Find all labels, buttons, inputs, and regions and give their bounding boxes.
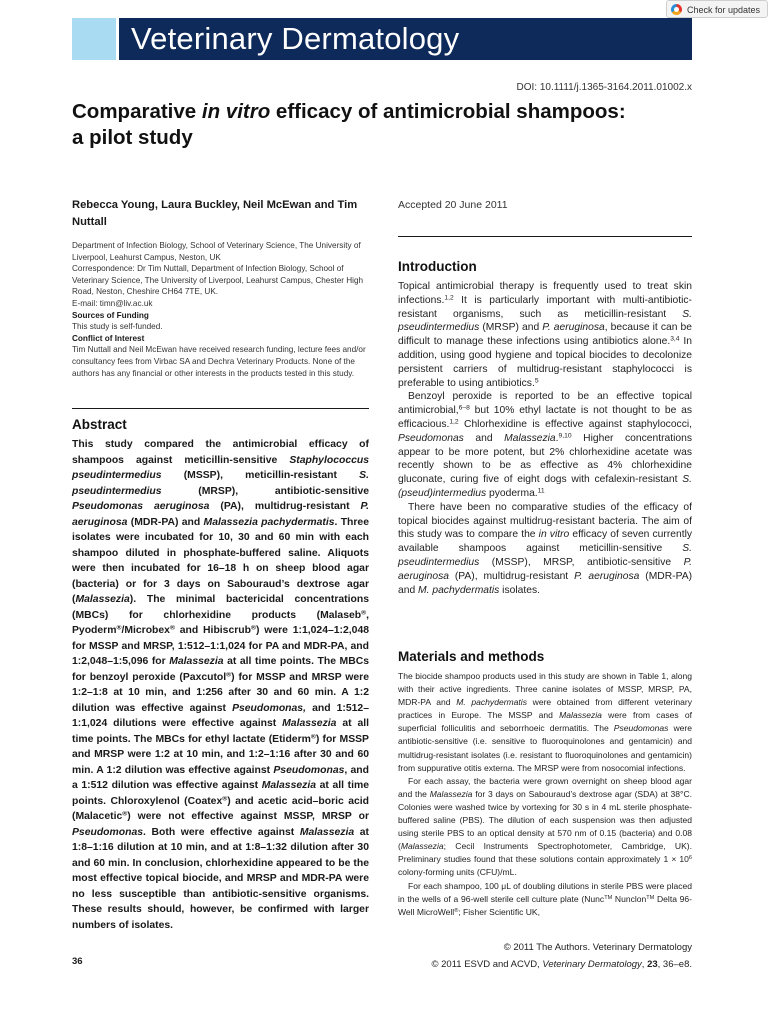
introduction-paragraph: Topical antimicrobial therapy is frequently used to treat skin infections.$^{1,2}$ It is particularly important with multi-antibiotic-resistant organisms, such as meticillin-resistant S. pseudintermedius (MRSP) and P. aeruginosa, because it can be difficult to manage these infections using antibiotics alone.$^{3,4}$ In addition, using good hygiene and topical biocides to decolonize persistent carriers of multidrug-resistant staphylococci is preferable to using antibiotics.$^5$ [398, 281, 692, 389]
methods-paragraph: For each assay, the bacteria were grown overnight on sheep blood agar and the Malassezia for 3 days on Sabouraud’s dextrose agar (SDA) at 38°C. Colonies were washed twice by vortexing for 30 s in 4 mL sterile phosphate-buffered saline (PBS). The dilution of each suspension was then adjusted using sterile PBS to an optical density at 570 nm of 0.15 (bacteria) and 0.08 (Malassezia; Cecil Instruments Spectrophotometer, Cambridge, UK). Preliminary studies found that these solutions contain approximately $1 \times 10^6$ colony-forming units (CFU)/mL. [398, 775, 692, 878]
doi[interactable]: DOI: 10.1111/j.1365-3164.2011.01002.x [516, 82, 692, 93]
conflict-heading: Conflict of Interest [72, 333, 145, 343]
abstract-paragraph: This study compared the antimicrobial efficacy of shampoos against meticillin-sensitive Staphylococcus pseudintermedius (MSSP), meticillin-resistant S. pseudintermedius (MRSP), antibiotic-sensitive Pseudomonas aeruginosa (PA), multidrug-resistant P. aeruginosa (MDR-PA) and Malassezia pachydermatis. Three isolates were incubated for 10, 30 and 60 min with each shampoo diluted in phosphate-buffered saline. Aliquots were then incubated for 16–18 h on sheep blood agar (bacteria) or for 3 days on Sabouraud’s dextrose agar (Malassezia). The minimal bactericidal concentrations (MBCs) for chlorhexidine products (Malaseb®, Pyoderm®/Microbex® and Hibiscrub®) were 1:1,024–1:2,048 for MSSP and MRSP, 1:512–1:1,024 for PA and MDR-PA, and 1:2,048–1:5,096 for Malassezia at all time points. The MBCs for benzoyl peroxide (Paxcutol®) for MSSP and MRSP were 1:2–1:8 at 10 min, and 1:256 after 30 and 60 min. A 1:2 dilution was effective against Pseudomonas, and 1:512–1:1,024 dilutions were effective against Malassezia at all time points. The MBCs for ethyl lactate (Etiderm®) for MSSP and MRSP were 1:2 at 10 min, and 1:2–1:16 after 30 and 60 min. A 1:2 dilution was effective against Pseudomonas, and a 1:512 dilution was effective against Malassezia at all time points. Chloroxylenol (Coatex®) and acetic acid–boric acid (Malacetic®) were not effective against MSSP, MRSP or Pseudomonas. Both were effective against Malassezia at 1:8–1:16 dilution at 10 min, and at 1:8–1:32 dilution after 30 and 60 min. In conclusion, chlorhexidine appeared to be the most effective topical biocide, and MRSP and MDR-PA were no less susceptible than antibiotic-sensitive organisms. These results should, however, be confirmed with larger numbers of isolates. [72, 439, 370, 931]
copyright-line-2: © 2011 ESVD and ACVD, Veterinary Dermatology, 23, 36–e8. [431, 959, 692, 970]
journal-title: Veterinary Dermatology [131, 21, 460, 56]
funding-heading: Sources of Funding [72, 310, 149, 320]
accepted-date: Accepted 20 June 2011 [398, 199, 508, 211]
department: Department of Infection Biology, School of Veterinary Science, The University of Liverpool, Leahurst Campus, Neston, UK [72, 241, 361, 262]
methods-body [398, 670, 692, 919]
abstract-body [72, 437, 369, 933]
methods-paragraph: For each shampoo, 100 μL of doubling dilutions in sterile PBS were placed in the wells of a 96-well sterile cell culture plate (Nunc™ Nunclon™ Delta 96-Well MicroWell®; Fisher Scientific UK, [398, 880, 693, 917]
methods-heading: Materials and methods [398, 649, 545, 664]
crossmark-icon [671, 4, 682, 15]
funding-text: This study is self-funded. [72, 322, 163, 332]
introduction-heading: Introduction [398, 259, 477, 274]
conflict-text: Tim Nuttall and Neil McEwan have received research funding, lecture fees and/or consultancy fees from Virbac SA and Dechra Veterinary Products. None of the authors has any financial or other interests in the products tested in this study. [72, 345, 366, 378]
check-for-updates-label: Check for updates [687, 5, 761, 15]
introduction-paragraph: Benzoyl peroxide is reported to be an effective topical antimicrobial,$^{6-8}$ but 10% ethyl lactate is not thought to be as efficacious.$^{1,2}$ Chlorhexidine is effective against staphylococci, Pseudomonas and Malassezia.$^{9,10}$ Higher concentrations appear to be more potent, but 2% chlorhexidine acetate was recently shown to be as effective as 4% chlorhexidine gluconate, curing five of eight dogs with cefalexin-resistant S. (pseud)intermedius pyoderma.$^{11}$ [398, 391, 693, 499]
affiliation-divider [72, 408, 369, 409]
journal-color-block [72, 18, 116, 60]
correspondence: Correspondence: Dr Tim Nuttall, Department of Infection Biology, School of Veterinary Science, The University of Liverpool, Leahurst Campus, Chester High Road, Neston, Cheshire CH64 7TE, UK. [72, 264, 364, 297]
article-title: Comparative in vitro efficacy of antimicrobial shampoos: a pilot study [72, 100, 626, 149]
introduction-paragraph: There have been no comparative studies of the efficacy of topical biocides against multidrug-resistant bacteria. The aim of this study was to compare the in vitro efficacy of seven currently available shampoos against meticillin-sensitive S. pseudintermedius (MSSP), MRSP, antibiotic-sensitive P. aeruginosa (PA), multidrug-resistant P. aeruginosa (MDR-PA) and M. pachydermatis isolates. [398, 501, 693, 596]
introduction-body [398, 280, 692, 597]
author-list: Rebecca Young, Laura Buckley, Neil McEwan and Tim Nuttall [72, 199, 358, 228]
abstract-heading: Abstract [72, 417, 127, 432]
copyright-footer [431, 939, 692, 973]
column-divider [398, 236, 692, 237]
check-for-updates-button[interactable] [666, 0, 768, 18]
affiliation-block [72, 240, 372, 379]
methods-paragraph: The biocide shampoo products used in this study are shown in Table 1, along with their active ingredients. Three canine isolates of MSSP, MRSP, PA, MDR-PA and M. pachydermatis were obtained from different veterinary practices in Europe. The MSSP and Malassezia were from cases of superficial folliculitis and seborrhoeic dermatitis. The Pseudomonas were antibiotic-sensitive (i.e. sensitive to fluoroquinolones and gentamicin) and multidrug-resistant isolates (i.e. resistant to fluoroquinolones and gentamicin) from suppurative otitis externa. The MRSP were from nosocomial infections. [398, 671, 692, 773]
email[interactable]: E-mail: timn@liv.ac.uk [72, 298, 153, 308]
page-number: 36 [72, 956, 83, 967]
copyright-line-1: © 2011 The Authors. Veterinary Dermatology [503, 942, 692, 953]
